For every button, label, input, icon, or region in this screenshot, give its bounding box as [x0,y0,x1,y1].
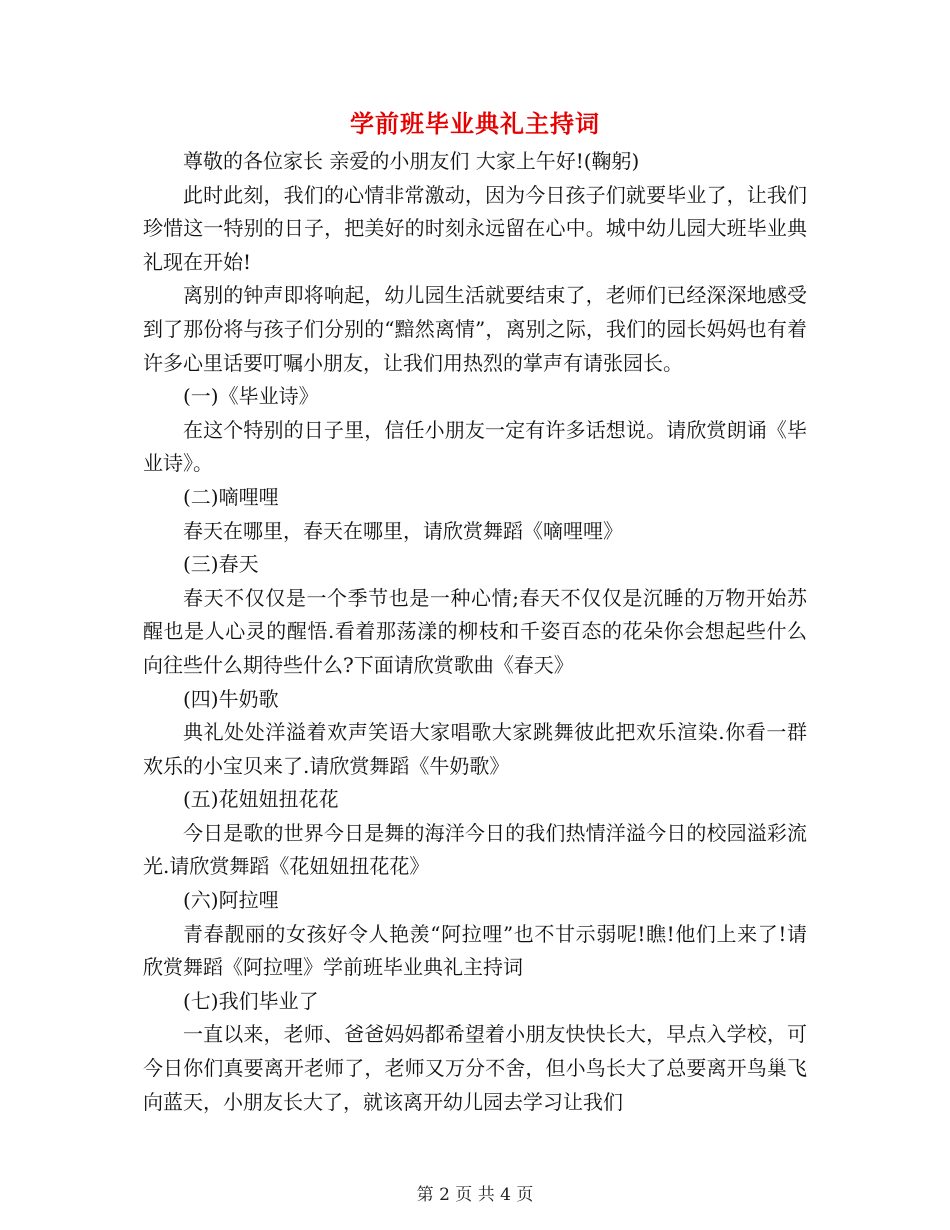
program-text-3: 春天不仅仅是一个季节也是一种心情;春天不仅仅是沉睡的万物开始苏醒也是人心灵的醒悟.看着那荡漾的柳枝和千姿百态的花朵你会想起些什么向往些什么期待些什么?下面请欣赏歌曲《春天》 [143,585,807,677]
program-text-5: 今日是歌的世界今日是舞的海洋今日的我们热情洋溢今日的校园溢彩流光.请欣赏舞蹈《花妞妞扭花花》 [143,820,807,879]
program-heading-6: (六)阿拉哩 [183,888,279,913]
document-body [143,145,807,1119]
program-text-6: 青春靓丽的女孩好令人艳羡“阿拉哩”也不甘示弱呢!瞧!他们上来了!请欣赏舞蹈《阿拉哩》学前班毕业典礼主持词 [143,921,807,980]
program-heading-3: (三)春天 [183,552,259,577]
program-text-2: 春天在哪里，春天在哪里，请欣赏舞蹈《嘀哩哩》 [183,518,623,543]
paragraph-opening: 此时此刻，我们的心情非常激动，因为今日孩子们就要毕业了，让我们珍惜这一特别的日子，把美好的时刻永远留在心中。城中幼儿园大班毕业典礼现在开始! [143,182,807,274]
paragraph-farewell: 离别的钟声即将响起，幼儿园生活就要结束了，老师们已经深深地感受到了那份将与孩子们分别的“黯然离情”，离别之际，我们的园长妈妈也有着许多心里话要叮嘱小朋友，让我们用热烈的掌声有请张园长。 [143,283,807,375]
program-heading-5: (五)花妞妞扭花花 [183,787,339,812]
program-heading-1: (一)《毕业诗》 [183,384,319,409]
program-heading-7: (七)我们毕业了 [183,988,319,1013]
program-heading-4: (四)牛奶歌 [183,686,279,711]
document-title: 学前班毕业典礼主持词 [350,109,600,138]
paragraph-greeting: 尊敬的各位家长 亲爱的小朋友们 大家上午好!(鞠躬) [183,149,640,173]
page-number: 第 2 页 共 4 页 [416,1185,534,1205]
program-text-1: 在这个特别的日子里，信任小朋友一定有许多话想说。请欣赏朗诵《毕业诗》。 [143,417,807,476]
program-text-7: 一直以来，老师、爸爸妈妈都希望着小朋友快快长大，早点入学校，可今日你们真要离开老师了，老师又万分不舍，但小鸟长大了总要离开鸟巢飞向蓝天，小朋友长大了，就该离开幼儿园去学习让我们 [143,1022,807,1114]
program-text-4: 典礼处处洋溢着欢声笑语大家唱歌大家跳舞彼此把欢乐渲染.你看一群欢乐的小宝贝来了.请欣赏舞蹈《牛奶歌》 [143,720,807,778]
program-heading-2: (二)嘀哩哩 [183,484,279,509]
